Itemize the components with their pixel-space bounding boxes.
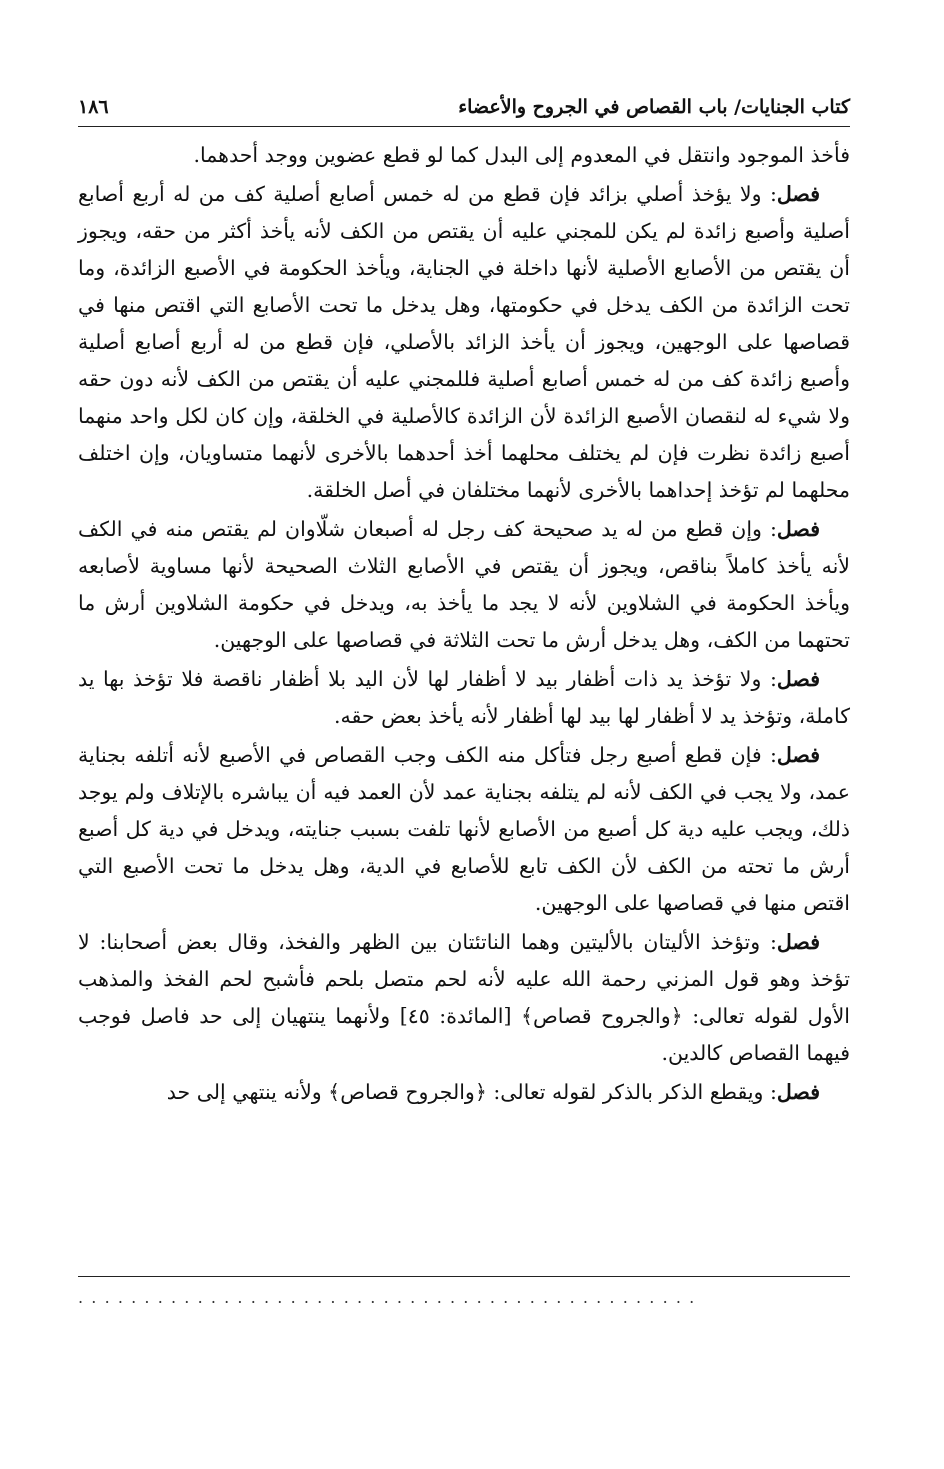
page-number: ١٨٦ [78, 96, 109, 118]
fasl-label: فصل [776, 1080, 820, 1104]
footnote-divider [78, 1276, 850, 1277]
fasl-label: فصل [776, 930, 820, 954]
footnote-dotted-line: ............................................... [78, 1288, 703, 1307]
page-header [78, 92, 850, 127]
fasl-label: فصل [776, 517, 820, 541]
paragraph-continuation [78, 137, 850, 174]
paragraph-text: : ويقطع الذكر بالذكر لقوله تعالى: ﴿والجروح قصاص﴾ ولأنه ينتهي إلى حد [166, 1080, 777, 1104]
running-title: كتاب الجنايات/ باب القصاص في الجروح والأعضاء [458, 96, 850, 118]
paragraph-fasl [78, 737, 850, 922]
paragraph-text: : وإن قطع من له يد صحيحة كف رجل له أصبعان شلّاوان لم يقتص منه في الكف لأنه يأخذ كاملاً بناقص، ويجوز أن يقتص في الأصابع الثلاث الصحيحة لأنها مساوية لأصابعه ويأخذ الحكومة في الشلاوين لأنه لا يجد ما يأخذ به، ويدخل في حكومة الشلاوين أرش ما تحتهما من الكف، وهل يدخل أرش ما تحت الثلاثة في قصاصها على الوجهين. [78, 517, 850, 652]
paragraph-text: : ولا تؤخذ يد ذات أظفار بيد لا أظفار لها لأن اليد بلا أظفار ناقصة فلا تؤخذ بها يد كاملة، وتؤخذ يد لا أظفار لها بيد لها أظفار لأنه يأخذ بعض حقه. [78, 667, 850, 728]
fasl-label: فصل [776, 743, 820, 767]
paragraph-fasl [78, 661, 850, 735]
paragraph-text: : وتؤخذ الأليتان بالأليتين وهما الناتئتان بين الظهر والفخذ، وقال بعض أصحابنا: لا تؤخذ وهو قول المزني رحمة الله عليه لأنه لحم متصل بلحم فأشبح لحم الفخذ والمذهب الأول لقوله تعالى: ﴿والجروح قصاص﴾ [المائدة: ٤٥] ولأنهما ينتهيان إلى حد فاصل فوجب فيهما القصاص كالدين. [78, 930, 850, 1065]
paragraph-fasl [78, 1074, 850, 1111]
paragraph-fasl [78, 176, 850, 509]
paragraph-text: : فإن قطع أصبع رجل فتأكل منه الكف وجب القصاص في الأصبع لأنه أتلفه بجناية عمد، ولا يجب في الكف لأنه لم يتلفه بجناية عمد لأن العمد فيه أن يباشره بالإتلاف ولم يوجد ذلك، ويجب عليه دية كل أصبع من الأصابع لأنها تلفت بسبب جنايته، ويدخل في دية كل أصبع أرش ما تحته من الكف لأن الكف تابع للأصابع في الدية، وهل يدخل ما تحت الأصبع التي اقتص منها في قصاصها على الوجهين. [78, 743, 850, 915]
fasl-label: فصل [776, 182, 820, 206]
paragraph-text: فأخذ الموجود وانتقل في المعدوم إلى البدل كما لو قطع عضوين ووجد أحدهما. [193, 143, 850, 167]
fasl-label: فصل [776, 667, 820, 691]
page-body [78, 137, 850, 1111]
paragraph-text: : ولا يؤخذ أصلي بزائد فإن قطع من له خمس أصابع أصلية كف من له أربع أصابع أصلية وأصبع زائدة لم يكن للمجني عليه أن يقتص من الكف لأنه يأخذ أكثر من حقه، ويجوز أن يقتص من الأصابع الأصلية لأنها داخلة في الجناية، ويأخذ الحكومة في الأصبع الزائدة، وما تحت الزائدة من الكف يدخل في حكومتها، وهل يدخل ما تحت الأصابع التي اقتص منها في قصاصها على الوجهين، ويجوز أن يأخذ الزائد بالأصلي، فإن قطع من له أربع أصابع أصلية وأصبع زائدة كف من له خمس أصابع أصلية فللمجني عليه أن يقتص من الكف لأنه دون حقه ولا شيء له لنقصان الأصبع الزائدة لأن الزائدة كالأصلية في الخلقة، وإن كان لكل واحد منهما أصبع زائدة نظرت فإن لم يختلف محلهما أخذ أحدهما بالأخرى لأنهما متساويان، وإن اختلف محلهما لم تؤخذ إحداهما بالأخرى لأنهما مختلفان في أصل الخلقة. [78, 182, 850, 502]
paragraph-fasl [78, 924, 850, 1072]
paragraph-fasl [78, 511, 850, 659]
book-page [78, 92, 850, 1452]
